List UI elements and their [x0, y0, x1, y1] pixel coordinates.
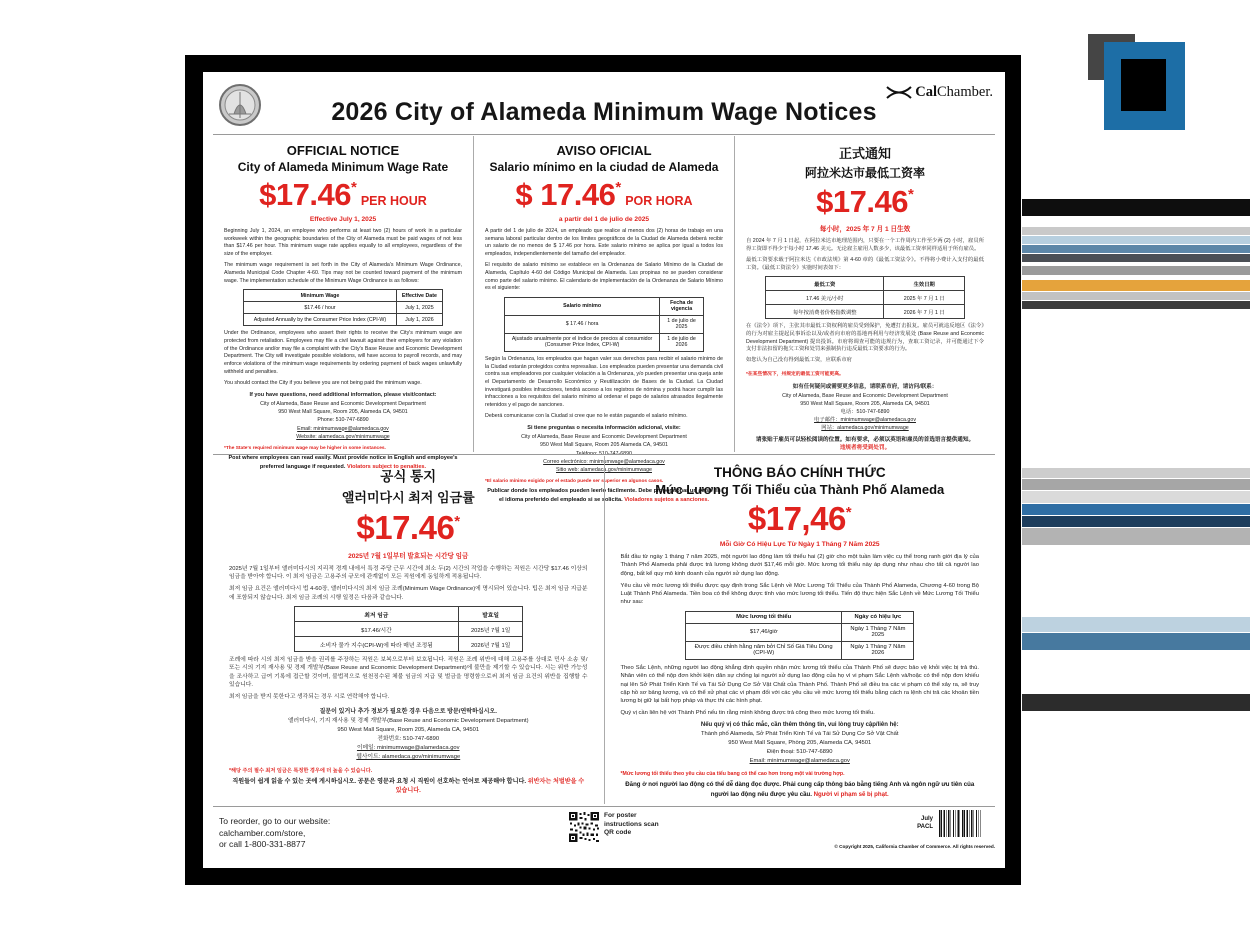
body-paragraph: Under the Ordinance, employees who assert their rights to receive the City's minimum wage are protected from retaliation. Employees may file a civil lawsuit against their employers for any violation of the Ordinance and/or may file a complaint with the City's Base Reuse and Economic Development Department. The City will investigate possible violations, will have access to payroll records, and may enforce violations of the minimum wage requirements by ordering payment of back wages unlawfully withheld and penalties. [224, 330, 462, 375]
body-paragraph: A partir del 1 de julio de 2024, un empleado que realice al menos dos (2) horas de trabajo en una semana laboral particular dentro de los límites geográficos de la Ciudad de Alameda deberá recibir un salario de no menos de $ 17.46 por hora. Este salario mínimo se aplica por igual a todos los empleados, independientemente del tamaño del empleador. [485, 228, 723, 258]
minimum-wage-poster [203, 72, 1005, 868]
contact-intro: If you have questions, need additional information, please visit/contact: [249, 391, 437, 398]
section-subheading: Mức Lương Tối Thiểu của Thành Phố Alameda [655, 482, 945, 497]
section-heading: 正式通知 [838, 146, 891, 161]
wage-schedule-table: Salario mínimo Fecha de vigencia $ 17.46 / hora 1 de julio de 2025 Ajustado anualmente por el índice de precios al consumidor (Consumer Price Index, CPI-W) 1 de julio de 2026 [504, 297, 704, 352]
desktop-stripe [1022, 292, 1250, 300]
poster-frame [185, 55, 1021, 885]
section-heading: 공식 통지 [380, 469, 437, 484]
section-chinese [734, 136, 995, 452]
section-heading: OFFICIAL NOTICE [286, 143, 400, 158]
desktop-stripe [1022, 254, 1250, 262]
wage-amount: $17,46* [747, 500, 852, 537]
posting-instructions: 직원들이 쉽게 읽을 수 있는 곳에 게시하십시오. 공문은 영문과 요청 시 직원이 선호하는 언어로 제공해야 합니다. 위반자는 처벌받을 수 있습니다. [232, 777, 585, 795]
poster-title: 2026 City of Alameda Minimum Wage Notices [331, 98, 877, 126]
reorder-info: To reorder, go to our website: calchamber.com/store, or call 1-800-331-8877 [219, 816, 331, 850]
posting-instructions: Post where employees can read easily. Must provide notice in English and employee's preferred language if requested. Violators subject to penalties. [228, 454, 458, 470]
desktop-stripe [1022, 633, 1250, 650]
body-paragraph: 최저 임금을 받지 못한다고 생각되는 경우 시로 연락해야 합니다. [229, 694, 390, 701]
desktop-stripe [1022, 280, 1250, 291]
body-paragraph: 在《法令》项下，主张其市最低工资权利的雇员受到保护，免遭打击报复。雇员可就违反地区《法令》的行为对雇主提起民事诉讼以及/或者向市府的基地再利用与经济发展处 (Base Reuse and Economic Development Department) 提出投诉。市府将调查可能的违规行为，查取工资记录，并可能通过下令支付非法扣留的拖欠工资和处罚来强制执行违反最低工资要求的行为。 [746, 323, 984, 353]
section-subheading: 앨러미다시 최저 임금률 [341, 490, 475, 505]
contact-website: Sitio web: alamedaca.gov/minimumwage [556, 467, 652, 474]
desktop-stripe [1022, 468, 1250, 478]
contact-email: Email: minimumwage@alamedaca.gov [749, 758, 850, 765]
contact-email: 이메일: minimumwage@alamedaca.gov [356, 744, 460, 751]
section-subheading: 阿拉米达市最低工资率 [804, 166, 925, 180]
poster-footer [217, 810, 995, 866]
contact-website: 网站：alamedaca.gov/minimumwage [821, 425, 909, 432]
contact-intro: Nếu quý vị có thắc mắc, cần thêm thông tin, vui lòng truy cập/liên hệ: [700, 722, 899, 729]
qr-code [569, 812, 599, 842]
header-divider [213, 134, 995, 135]
wage-amount: $17.46* [816, 184, 914, 219]
wage-amount: $17.46* [356, 509, 461, 546]
posting-instructions: 请张贴于雇员可以轻松阅读的位置。如有要求，必须以英语和雇员的首选语言提供通知。 违规者将受到处罚。 [755, 436, 975, 452]
wage-schedule-table: 最低工资 生效日期 17.46 美元/小时 2025 年 7 月 1 日 每年按消费者价格指数调整 2026 年 7 月 1 日 [765, 276, 965, 319]
desktop-stripe [1022, 491, 1250, 503]
contact-intro: Si tiene preguntas o necesita información adicional, visite: [527, 425, 681, 432]
effective-date: Mỗi Giờ Có Hiệu Lực Từ Ngày 1 Tháng 7 Năm 2025 [719, 541, 880, 548]
state-wage-footnote: *해당 주의 필수 최저 임금은 특정한 경우에 더 높을 수 있습니다. [229, 767, 373, 774]
desktop-stripe [1022, 236, 1250, 244]
desktop-stripe [1022, 479, 1250, 490]
poster-header [213, 78, 995, 132]
state-wage-footnote: *The State's required minimum wage may be higher in some instances. [224, 445, 386, 451]
body-paragraph: 最低工资要求载于阿拉米达《市政法规》第 4-60 章的《最低工资法令》。不得将小费计入支付的最低工资。《最低工资法令》实施时间表如下： [746, 256, 984, 271]
desktop-stripe [1022, 227, 1250, 235]
desktop-stripe [1022, 301, 1250, 309]
section-korean [213, 456, 604, 804]
section-subheading: Salario mínimo en la ciudad de Alameda [489, 160, 719, 174]
decor-black-square [1121, 59, 1166, 111]
desktop-stripe [1022, 504, 1250, 515]
section-subheading: City of Alameda Minimum Wage Rate [237, 160, 449, 174]
wage-amount: $ 17.46*POR HORA [515, 177, 693, 212]
state-wage-footnote: *El salario mínimo exigido por el estado puede ser superior en algunos casos. [485, 479, 664, 485]
desktop-stripe [1022, 245, 1250, 253]
contact-website: 웹사이트: alamedaca.gov/minimumwage [356, 753, 461, 760]
body-paragraph: 如您认为自己没有得到最低工资，应联系市府 [746, 357, 852, 364]
contact-intro: 如有任何疑问或需要更多信息，请联系市府，请访问/联系： [792, 383, 938, 390]
effective-date: Effective July 1, 2025 [309, 216, 377, 223]
body-paragraph: Bắt đầu từ ngày 1 tháng 7 năm 2025, một người lao động làm tối thiểu hai (2) giờ cho một tuần làm việc cụ thể trong ranh giới địa lý của Thành Phố Alameda phải được trả lương không dưới $17,46 mỗi giờ. Mức lương tối thiểu này áp dụng như nhau cho tất cả người lao động, bất kể quy mô kinh doanh của người sử dụng lao động. [620, 554, 979, 577]
alameda-city-seal-icon [219, 84, 261, 131]
body-paragraph: Theo Sắc Lệnh, những người lao động khẳng định quyền nhận mức lương tối thiểu của Thành Phố sẽ được bảo vệ khỏi việc bị trả thù. Nhân viên có thể nộp đơn khởi kiện dân sự chống lại người sử dụng lao động của họ vì vi phạm Sắc Lệnh và/hoặc có thể nộp đơn khiếu nại lên Sở Phát Triển Kinh Tế và Tái Sử Dụng Cơ Sở Vật Chất của Thành Phố. Thành Phố sẽ điều tra các vi phạm có thể xảy ra, sẽ truy cập hồ sơ bảng lương, và có thể xử phạt các vi phạm đối với các yêu cầu về mức lương tối thiểu bằng cách ra lệnh chi trả các khoản tiền lương bị giữ lại bất hợp pháp và thực thi các hình phạt. [620, 664, 979, 705]
contact-email: Email: minimumwage@alamedaca.gov [297, 425, 389, 432]
section-heading: THÔNG BÁO CHÍNH THỨC [713, 465, 886, 480]
desktop-stripe [1022, 516, 1250, 527]
mid-divider [213, 454, 995, 455]
effective-date: a partir del 1 de julio de 2025 [558, 216, 650, 223]
contact-intro: 질문이 있거나 추가 정보가 필요한 경우 다음으로 방문/연락하십시오. [319, 709, 497, 716]
contact-block: City of Alameda, Base Reuse and Economic Development Department 950 West Mall Square, Room 205 Alameda CA, 94501 Teléfono: 510-747-6890 Correo electrónico: minimumwage@alamedaca.gov Sitio web: alamedaca.gov/minimumwage [485, 433, 723, 474]
section-english [213, 136, 473, 470]
calchamber-wordmark: CalChamber. [915, 84, 993, 100]
edition-code: July PACL [917, 816, 933, 830]
section-vietnamese [604, 456, 996, 804]
wage-amount: $17.46*PER HOUR [259, 177, 427, 212]
desktop-stripe [1022, 694, 1250, 711]
body-paragraph: Beginning July 1, 2024, an employee who performs at least two (2) hours of work in a particular workweek within the geographic boundaries of the City of Alameda must be paid wages of not less than $17.46 per hour. This minimum wage rate applies equally to all employees, regardless of the size of the employer. [224, 228, 462, 258]
body-paragraph: 2025년 7월 1일부터 앨러미다시의 지리적 경계 내에서 특정 주당 근무 시간에 최소 두(2) 시간의 작업을 수행하는 직원은 시간당 $17.46 이상의 임금을 받아야 합니다. 이 최저 임금은 고용주의 규모에 관계없이 모든 직원에게 동일하게 적용됩니다. [229, 566, 588, 581]
wage-schedule-table: Mức lương tối thiểu Ngày có hiệu lực $17,46/giờ Ngày 1 Tháng 7 Năm 2025 Được điều chỉnh hằng năm bởi Chỉ Số Giá Tiêu Dùng (CPI-W) Ngày 1 Tháng 7 Năm 2026 [685, 611, 914, 660]
posting-instructions: Đăng ở nơi người lao động có thể dễ dàng đọc được. Phải cung cấp thông báo bằng tiếng Anh và ngôn ngữ ưu tiên của người lao động nếu được yêu cầu. Người vi phạm sẽ bị phạt. [625, 781, 975, 798]
desktop-stripe [1022, 528, 1250, 545]
posting-instructions: Publicar donde los empleados pueden leerlo fácilmente. Debe proporcionar un aviso en el idioma preferido del empleado si se solicita. Violadores sujetos a sanciones. [487, 488, 721, 503]
desktop-stripe [1022, 617, 1250, 632]
calchamber-logo [886, 84, 993, 101]
effective-date: 2025년 7월 1일부터 발효되는 시간당 임금 [348, 553, 469, 560]
body-paragraph: 自 2024 年 7 月 1 日起，在阿拉米达市地理范围内，只要在一个工作周内工作至少两 (2) 小时，雇员所得工资即不得少于每小时 17.46 美元。无论雇主雇用人数多少，该最低工资率同样适用于所有雇员。 [746, 238, 984, 252]
body-paragraph: Quý vị cần liên hệ với Thành Phố nếu tin rằng mình không được trả công theo mức lương tối thiểu. [620, 710, 875, 717]
body-paragraph: 최저 임금 요건은 앨러미다시 법 4-60장, 앨러미다시의 최저 임금 조례(Minimum Wage Ordinance)에 명시되어 있습니다. 팁은 최저 임금 지급분에 포함되지 않습니다. 최저 임금 조례의 시행 일정은 다음과 같습니다. [229, 586, 588, 601]
contact-block: 앨러미다시, 기지 재사용 및 경제 개발부(Base Reuse and Economic Development Department) 950 West Mall Square, Room 205, Alameda CA, 94501 전화번호: 510-747-6890 이메일: minimumwage@alamedaca.gov 웹사이트: alamedaca.gov/minimumwage [229, 717, 588, 762]
contact-email: Correo electrónico: minimumwage@alamedaca.gov [543, 458, 665, 465]
body-paragraph: El requisito de salario mínimo se establece en la Ordenanza de Salario Mínimo de la Ciudad de Alameda, Capítulo 4-60 del Código Municipal de Alameda. Las propinas no se pueden considerar como parte del salario mínimo. El calendario de implementación de la Ordenanza de Salario Mínimo es el siguiente: [485, 262, 723, 292]
desktop-stripe [1022, 199, 1250, 216]
contact-block: City of Alameda, Base Reuse and Economic Development Department 950 West Mall Square, Room 205, Alameda CA, 94501 Phone: 510-747-6890 Email: minimumwage@alamedaca.gov Website: alamedaca.gov/minimumwage [224, 400, 462, 441]
contact-website: Website: alamedaca.gov/minimumwage [296, 433, 390, 440]
section-spanish [473, 136, 734, 503]
barcode [939, 810, 981, 837]
body-paragraph: Deberá comunicarse con la Ciudad si cree que no le están pagando el salario mínimo. [485, 413, 688, 420]
body-paragraph: Yêu cầu về mức lương tối thiểu được quy định trong Sắc Lệnh về Mức Lương Tối Thiểu của Thành Phố Alameda, Chương 4-60 trong Bộ Luật Thành Phố Alameda. Tiền boa có thể không được tính vào mức lương tối thiểu. Tiến độ thực hiện Sắc Lệnh về Mức Lương Tối Thiểu như sau: [620, 582, 979, 606]
body-paragraph: You should contact the City if you believe you are not being paid the minimum wage. [224, 379, 422, 386]
contact-block: Thành phố Alameda, Sở Phát Triển Kinh Tế và Tái Sử Dụng Cơ Sở Vật Chất 950 West Mall Square, Phòng 205, Alameda CA, 94501 Điện thoại: 510-747-6890 Email: minimumwage@alamedaca.gov [621, 730, 980, 766]
body-paragraph: 조례에 따라 시의 최저 임금을 받을 권리를 주장하는 직원은 보복으로부터 보호됩니다. 직원은 조례 위반에 대해 고용주를 상대로 민사 소송 및/또는 시의 기지 재사용 및 경제 개발부(Base Reuse and Economic Development Department)에 불만을 제기할 수 있습니다. 시는 위반 가능성을 조사하고 급여 기록에 접근할 것이며, 불법적으로 원천징수된 체불 임금의 지급 및 벌금을 명령함으로써 최저 임금 요건의 위반을 집행할 수 있습니다. [229, 657, 588, 689]
footer-divider [213, 806, 995, 807]
wage-schedule-table: Minimum Wage Effective Date $17.46 / hour July 1, 2025 Adjusted Annually by the Consumer Price Index (CPI-W) July 1, 2026 [243, 289, 443, 326]
wage-schedule-table: 최저 임금 발효일 $17.46/시간 2025년 7월 1일 소비자 물가 지수(CPI-W)에 따라 매년 조정됨 2026년 7월 1일 [294, 606, 523, 652]
qr-caption: For poster instructions scan QR code [604, 812, 659, 837]
contact-email: 电子邮件：minimumwage@alamedaca.gov [814, 417, 916, 424]
effective-date: 每小时，2025 年 7 月 1 日生效 [819, 226, 911, 233]
section-heading: AVISO OFICIAL [556, 143, 652, 158]
contact-block: City of Alameda, Base Reuse and Economic Development Department 950 West Mall Square, Room 205, Alameda CA, 94501 电话：510-747-6890 电子邮件：minimumwage@alamedaca.gov 网站：alamedaca.gov/minimumwage [746, 392, 984, 433]
body-paragraph: The minimum wage requirement is set forth in the City of Alameda's Minimum Wage Ordinance, Alameda Municipal Code Chapter 4-60. Tips may not be counted toward payment of the minimum wage. The implementation schedule of the Minimum Wage Ordinance is as follows: [224, 262, 462, 284]
state-wage-footnote: *Mức lương tối thiểu theo yêu cầu của tiểu bang có thể cao hơn trong một vài trường hợp. [620, 771, 845, 778]
calchamber-bowtie-icon [886, 86, 912, 99]
desktop-stripe [1022, 266, 1250, 275]
body-paragraph: Según la Ordenanza, los empleados que hagan valer sus derechos para recibir el salario mínimo de la Ciudad estarán protegidos contra represalias. Los empleados pueden presentar una demanda civil contra sus empleadores por cualquier violación a la Ordenanza, y/o pueden presentar una queja ante el Departamento de Desarrollo Económico y Reutilización de Bases de la Ciudad. La Ciudad investigará posibles infracciones, tendrá acceso a los registros de nómina y podrá hacer cumplir las infracciones a los requisitos del salario mínimo al ordenar el pago de salarios atrasados ilegalmente retenidos y el pago de sanciones. [485, 355, 723, 408]
state-wage-footnote: *在某些情况下，州规定的最低工资可能更高。 [746, 372, 844, 378]
copyright-line: © Copyright 2025, California Chamber of Commerce. All rights reserved. [834, 844, 995, 849]
